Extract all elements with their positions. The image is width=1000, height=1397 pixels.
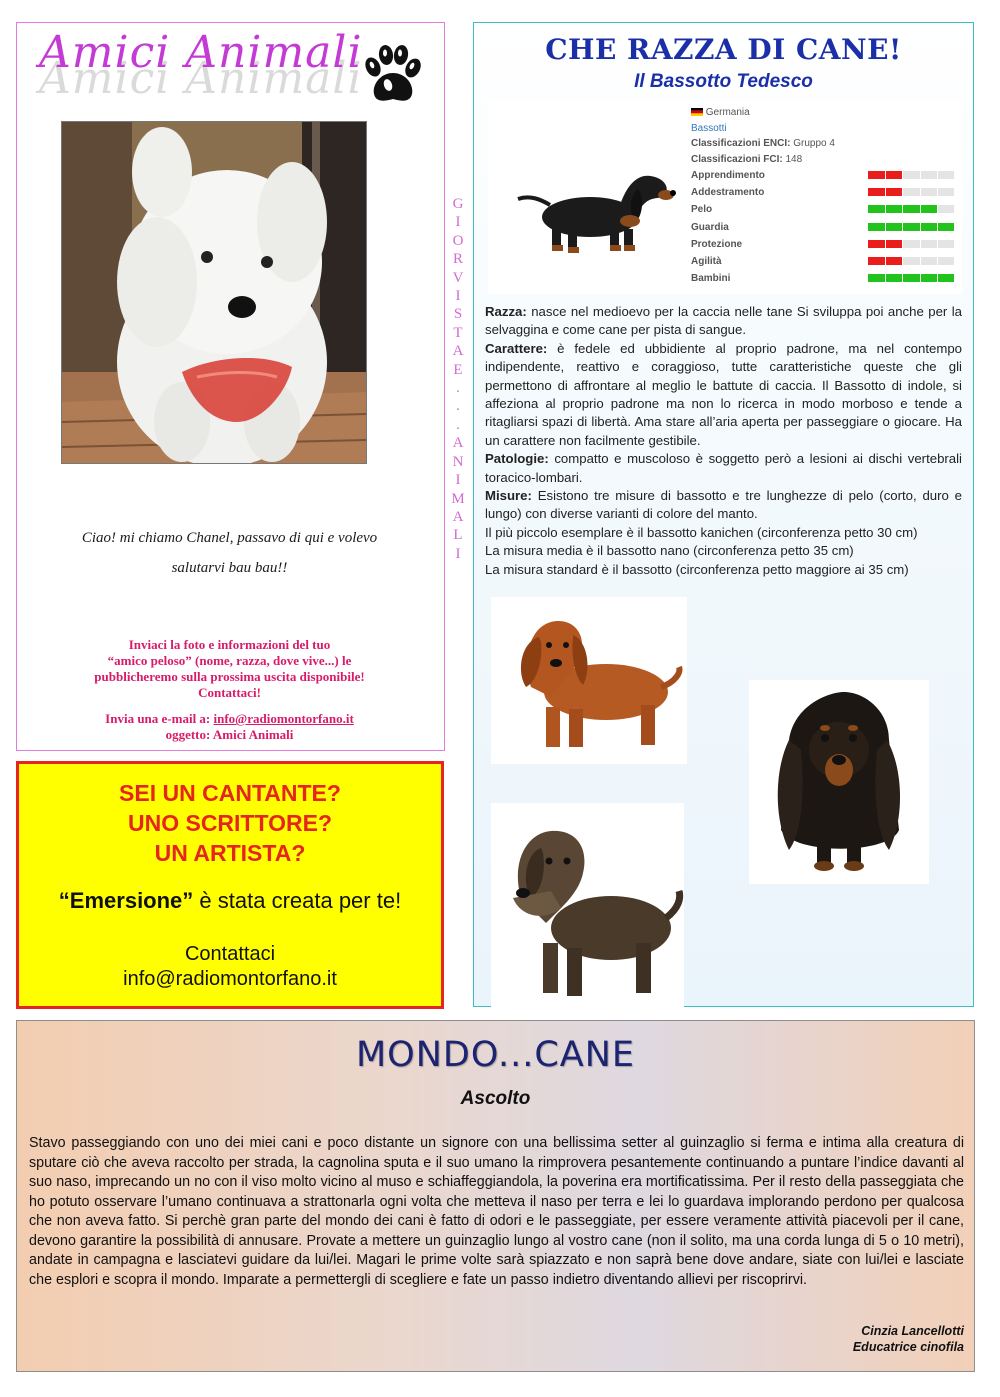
vertical-letter: . — [456, 380, 460, 397]
stat-bar — [868, 257, 954, 265]
stat-bar-divider — [937, 240, 938, 248]
stat-row — [691, 236, 835, 253]
razza-subtitle: Il Bassotto Tedesco — [634, 71, 813, 92]
stat-bar-divider — [885, 257, 886, 265]
stat-bar-divider — [920, 257, 921, 265]
article-signature: Cinzia Lancellotti Educatrice cinofila — [852, 1324, 964, 1354]
vertical-letter: O — [452, 232, 464, 249]
vertical-letter: R — [452, 251, 463, 268]
amici-animali-panel — [16, 22, 445, 751]
stat-label: Protezione — [691, 238, 743, 250]
stat-label: Pelo — [691, 204, 713, 216]
che-razza-panel — [473, 22, 974, 1007]
vertical-letter: T — [453, 324, 463, 341]
stat-bar — [868, 171, 954, 179]
vertical-letter: I — [455, 545, 461, 562]
stat-bar-divider — [937, 171, 938, 179]
stat-bar-divider — [937, 257, 938, 265]
vertical-letter: M — [451, 490, 465, 507]
stat-bar-divider — [885, 223, 886, 231]
ad-contact-email[interactable]: info@radiomontorfano.it — [123, 968, 337, 990]
stat-bar-divider — [902, 257, 903, 265]
dachshund-black-tan-image — [510, 137, 680, 272]
vertical-letter: I — [455, 288, 461, 305]
dachshund-red-image — [491, 597, 687, 764]
emersione-ad — [16, 761, 444, 1009]
stat-bar-divider — [920, 188, 921, 196]
stat-bar-divider — [902, 223, 903, 231]
stat-bar-divider — [920, 223, 921, 231]
stat-bar-divider — [902, 274, 903, 282]
stat-row — [691, 253, 835, 270]
ad-tagline: “Emersione” è stata creata per te! — [58, 888, 402, 913]
mondo-cane-article: Stavo passeggiando con uno dei miei cani e poco distante un signore con una bellissima setter al guinzaglio si ferma e intima alla creatura di sputare ciò che aveva raccolto per strada, la cagnolina sputa e il suo umano la rimprovera pesantemente continuando a puntare l’indice davanti al suo naso, imprecando un no con il viso molto vicino al muso e schiaffeggiandola, la poverina era mortificatissima. Per il resto della passeggiata che ho potuto osservare l’umano continuava a strattonarla ogni volta che metteva il naso per terra e lei lo guardava implorando perdono per qualcosa che non aveva fatto. Si perchè gran parte del mondo dei cani è fatto di odori e le passeggiate, per essere veramente attività piacevoli per il cane, devono garantire la possibilità di annusare. Provate a mettere un guinzaglio lungo al vostro cane (non il solito, ma una corda lunga di 5 o 10 metri), andate in campagna e lasciatevi guidare da lui/lei. Magari le prime volte sarà spiazzato e non saprà bene dove andare, siate con lui/lei e lasciate che esplori e scopra il mondo. Imparate a permettergli di scegliere e fate un passo indietro diventando allievi per riscoprirvi. — [29, 1135, 964, 1288]
stat-bar-divider — [902, 188, 903, 196]
mondo-cane-subtitle: Ascolto — [460, 1088, 531, 1109]
vertical-letter: A — [452, 343, 464, 360]
paw-print-icon — [360, 43, 424, 107]
stat-bar-fill — [868, 223, 954, 231]
stat-bar-fill — [868, 274, 954, 282]
enci-classification: Classificazioni ENCI: Gruppo 4 — [691, 138, 835, 149]
stat-bar-divider — [885, 240, 886, 248]
stat-bar — [868, 205, 954, 213]
stat-rows — [691, 167, 835, 287]
vertical-letter: S — [453, 306, 463, 323]
breed-country: Germania — [691, 105, 835, 121]
breed-stats — [691, 105, 835, 287]
breed-description: Razza: nasce nel medioevo per la caccia nelle tane Si sviluppa poi anche per la selvaggina e come cane per pista di sangue. Carattere: è fedele ed ubbidiente al proprio padrone, ma nel contempo indipendente, reattivo e coraggioso, tutte caratteristiche queste che gli permettono di affrontare al meglio le battute di caccia. Il Bassotto di indole, si affeziona al proprio padrone ma non lo ricerca in modo morboso e tende a ritagliarsi spazi di libertà. Ama stare all’aria aperta per passeggiare o giocare. Ha un carattere non facilmente gestibile. Patologie: compatto e muscoloso è soggetto però a lesioni ai dischi vertebrali toracico-lombari. Misure: Esistono tre misure di bassotto e tre lunghezze di pelo (corto, duro e lungo) con diverse varianti di colore del manto. Il più piccolo esemplare è il bassotto kanichen (circonferenza petto 30 cm) La misura media è il bassotto nano (circonferenza petto 35 cm) La misura standard è il bassotto (circonferenza petto maggiore ai 35 cm) — [485, 304, 962, 577]
stat-bar-divider — [920, 274, 921, 282]
vertical-letter: A — [452, 508, 464, 525]
mondo-cane-title: MONDO...CANE — [355, 1035, 636, 1075]
ad-contact: Contattaci info@radiomontorfano.it — [19, 942, 441, 992]
germany-flag-icon — [691, 108, 703, 116]
stat-label: Apprendimento — [691, 170, 765, 181]
stat-row — [691, 270, 835, 287]
dachshund-wirehair-image — [491, 803, 684, 1013]
stat-row — [691, 219, 835, 236]
stat-bar-divider — [885, 274, 886, 282]
vertical-letter: A — [452, 435, 464, 452]
stat-bar-divider — [902, 171, 903, 179]
vertical-letter: E — [453, 361, 463, 378]
stat-label: Addestramento — [691, 187, 765, 199]
email-link[interactable]: info@radiomontorfano.it — [213, 711, 354, 726]
stat-bar-divider — [937, 205, 938, 213]
stat-row — [691, 201, 835, 218]
stat-bar-divider — [937, 223, 938, 231]
pet-caption: Ciao! mi chiamo Chanel, passavo di qui e volevo salutarvi bau bau!! — [81, 530, 378, 576]
stat-bar — [868, 274, 954, 282]
stat-label: Bambini — [691, 273, 731, 285]
stat-bar-divider — [902, 205, 903, 213]
vertical-letter: I — [455, 214, 461, 231]
stat-bar-divider — [937, 188, 938, 196]
invite-email-block: Invia una e-mail a: info@radiomontorfano.it oggetto: Amici Animali — [105, 711, 354, 742]
vertical-letter: V — [452, 269, 464, 286]
stat-bar-divider — [885, 171, 886, 179]
fci-classification: Classificazioni FCI: 148 — [691, 153, 803, 165]
mondo-cane-panel — [16, 1020, 975, 1372]
razza-title: CHE RAZZA DI CANE! — [545, 33, 902, 66]
vertical-letter: I — [455, 472, 461, 489]
stat-bar — [868, 223, 954, 231]
vertical-letter: G — [452, 196, 464, 212]
stat-bar-divider — [937, 274, 938, 282]
vertical-letter: N — [452, 453, 464, 470]
stat-label: Agilità — [691, 255, 722, 267]
vertical-heading-giorvista-animali — [448, 195, 468, 563]
pet-photo-chanel — [61, 121, 367, 464]
stat-bar-divider — [920, 205, 921, 213]
invite-text: Inviaci la foto e informazioni del tuo “amico peloso” (nome, razza, dove vive...) le pubblicheremo sulla prossima uscita disponibile! Contattaci! — [94, 637, 365, 700]
stat-bar-divider — [920, 171, 921, 179]
stat-bar — [868, 240, 954, 248]
breed-group-link[interactable]: Bassotti — [691, 122, 727, 134]
stat-bar — [868, 188, 954, 196]
stat-bar-divider — [920, 240, 921, 248]
ad-questions: SEI UN CANTANTE? UNO SCRITTORE? UN ARTISTA? — [119, 780, 341, 866]
stat-bar-divider — [902, 240, 903, 248]
stat-row — [691, 167, 835, 184]
vertical-letter: L — [453, 527, 463, 544]
dachshund-longhair-image — [749, 680, 929, 884]
vertical-letter: . — [456, 398, 460, 415]
stat-bar-divider — [885, 188, 886, 196]
stat-bar-divider — [885, 205, 886, 213]
vertical-letter: . — [456, 416, 460, 433]
amici-animali-title: Amici Animali — [39, 27, 363, 78]
stat-row — [691, 184, 835, 201]
breed-card — [488, 102, 962, 294]
stat-label: Guardia — [691, 221, 729, 233]
